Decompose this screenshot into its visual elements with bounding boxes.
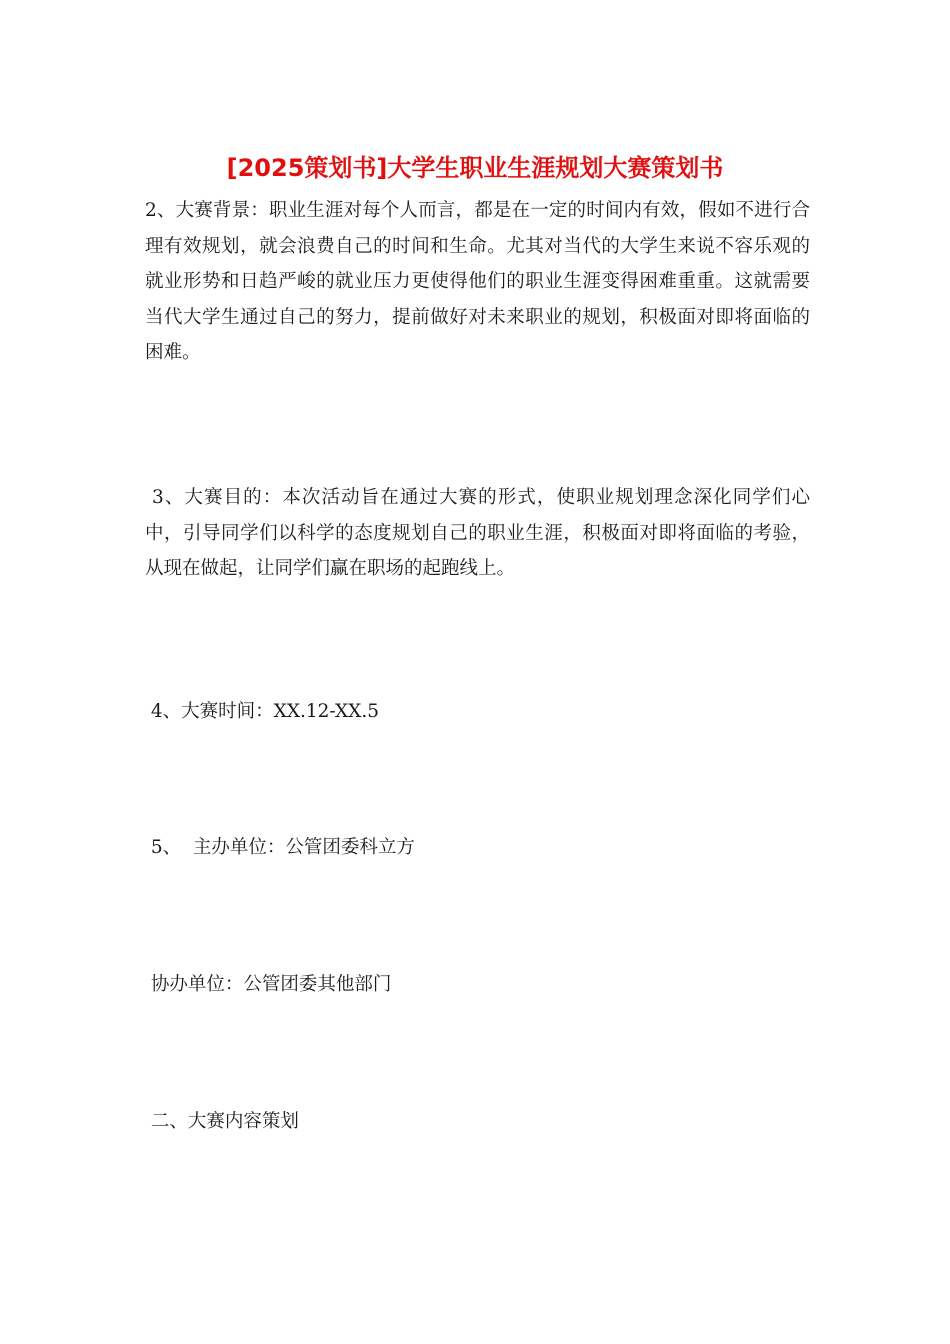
paragraph-organizer: 5、 主办单位：公管团委科立方 xyxy=(145,837,415,858)
paragraph-purpose: 3、大赛目的：本次活动旨在通过大赛的形式，使职业规划理念深化同学们心中，引导同学们以科学的态度规划自己的职业生涯，积极面对即将面临的考验，从现在做起，让同学们赢在职场的起跑线上。 xyxy=(145,487,810,579)
paragraph-background: 2、大赛背景：职业生涯对每个人而言，都是在一定的时间内有效，假如不进行合理有效规划，就会浪费自己的时间和生命。尤其对当代的大学生来说不容乐观的就业形势和日趋严峻的就业压力更使得他们的职业生涯变得困难重重。这就需要当代大学生通过自己的努力，提前做好对未来职业的规划，积极面对即将面临的困难。 xyxy=(145,200,810,363)
paragraph-time: 4、大赛时间：XX.12-XX.5 xyxy=(145,701,380,722)
paragraph-co-organizer: 协办单位：公管团委其他部门 xyxy=(145,974,392,995)
section-heading-contest-planning: 二、大赛内容策划 xyxy=(145,1111,299,1132)
document-title: [2025策划书]大学生职业生涯规划大赛策划书 xyxy=(226,154,724,182)
